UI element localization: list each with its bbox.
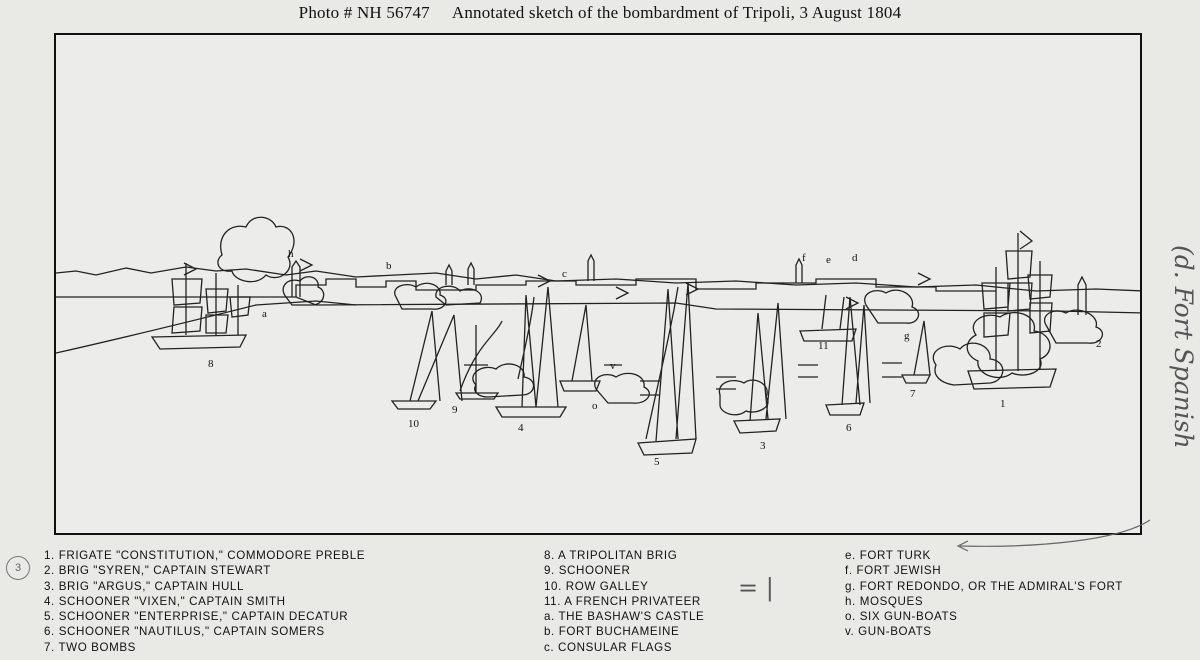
ship-4b (560, 305, 600, 391)
smoke-cloud-8 (865, 290, 919, 323)
legend-item: v. GUN-BOATS (845, 625, 932, 639)
legend-forts (845, 548, 1123, 640)
smoke-cloud-6 (595, 373, 650, 403)
smoke-cloud-11 (1045, 310, 1103, 343)
label-n6: 6 (846, 422, 852, 434)
sea-wall (56, 297, 1142, 313)
legend-item: 5. SCHOONER "ENTERPRISE," CAPTAIN DECATUR (44, 610, 349, 624)
legend-item: 3. BRIG "ARGUS," CAPTAIN HULL (44, 579, 245, 593)
legend-item: 4. SCHOONER "VIXEN," CAPTAIN SMITH (44, 594, 286, 608)
legend-item: 10. ROW GALLEY (544, 579, 649, 593)
photo-id: Photo # NH 56747 (298, 3, 430, 22)
label-a: a (262, 308, 267, 320)
flags (184, 231, 1032, 309)
ship-5 (638, 283, 696, 455)
handwritten-equals-mark: = | (738, 574, 774, 602)
town-buildings (296, 279, 996, 297)
legend-item: e. FORT TURK (845, 549, 931, 562)
label-e: e (826, 254, 831, 266)
legend-item: 8. A TRIPOLITAN BRIG (544, 549, 678, 562)
label-c: c (562, 268, 567, 280)
bombardment-sketch (56, 35, 1142, 535)
label-d: d (852, 252, 858, 264)
legend-item: o. SIX GUN-BOATS (845, 610, 958, 624)
handwritten-side-note: (d. Fort Spanish (1169, 245, 1198, 449)
label-n1: 1 (1000, 398, 1006, 410)
label-v: v (610, 360, 616, 372)
caption-text: Annotated sketch of the bombardment of Tripoli, 3 August 1804 (451, 3, 902, 22)
label-n9: 9 (452, 404, 458, 416)
legend-item: 7. TWO BOMBS (44, 640, 137, 654)
label-n10: 10 (408, 418, 419, 430)
legend-item: c. CONSULAR FLAGS (544, 640, 673, 654)
photo-caption (0, 3, 1200, 23)
smoke-cloud-3 (395, 283, 446, 309)
ship-4 (496, 287, 566, 417)
label-b: b (386, 260, 392, 272)
ship-8-hull (152, 335, 246, 349)
legend-item: 2. BRIG "SYREN," CAPTAIN STEWART (44, 564, 271, 578)
smoke-cloud-5 (473, 364, 534, 397)
label-h: h (288, 248, 294, 260)
label-n8: 8 (208, 358, 214, 370)
label-o: o (592, 400, 598, 412)
label-n4: 4 (518, 422, 524, 434)
legend-item: g. FORT REDONDO, OR THE ADMIRAL'S FORT (845, 579, 1123, 593)
ship-1-masts (996, 233, 1040, 371)
legend-item: 6. SCHOONER "NAUTILUS," CAPTAIN SOMERS (44, 625, 325, 639)
legend-item: h. MOSQUES (845, 594, 924, 608)
label-n11: 11 (818, 340, 829, 352)
ship-10 (392, 311, 462, 409)
legend-item: f. FORT JEWISH (845, 564, 942, 578)
minaret-6 (1078, 277, 1086, 315)
ship-6 (826, 297, 870, 415)
legend-item: 1. FRIGATE "CONSTITUTION," COMMODORE PREBLE (44, 549, 366, 562)
label-n7: 7 (910, 388, 916, 400)
ship-1-sails (982, 251, 1052, 337)
legend-vessels-places (544, 548, 704, 655)
legend-item: a. THE BASHAW'S CASTLE (544, 610, 705, 624)
label-g: g (904, 330, 910, 342)
label-n5: 5 (654, 456, 660, 468)
minaret-3 (468, 263, 474, 285)
sketch-frame (54, 33, 1142, 535)
ship-9 (456, 321, 502, 399)
legend-item: b. FORT BUCHAMEINE (544, 625, 680, 639)
ship-1-hull (968, 369, 1056, 389)
label-f: f (802, 252, 806, 264)
minaret-4 (588, 255, 594, 281)
handwritten-circle-mark: 3 (6, 556, 30, 580)
legend-item: 11. A FRENCH PRIVATEER (544, 594, 701, 608)
label-n3: 3 (760, 440, 766, 452)
coastline (56, 267, 1142, 291)
label-n2: 2 (1096, 338, 1102, 350)
smoke-cloud-castle (218, 217, 294, 281)
smoke-cloud-7 (719, 380, 768, 415)
legend-item: 9. SCHOONER (544, 564, 631, 578)
legend-ships (44, 548, 365, 655)
